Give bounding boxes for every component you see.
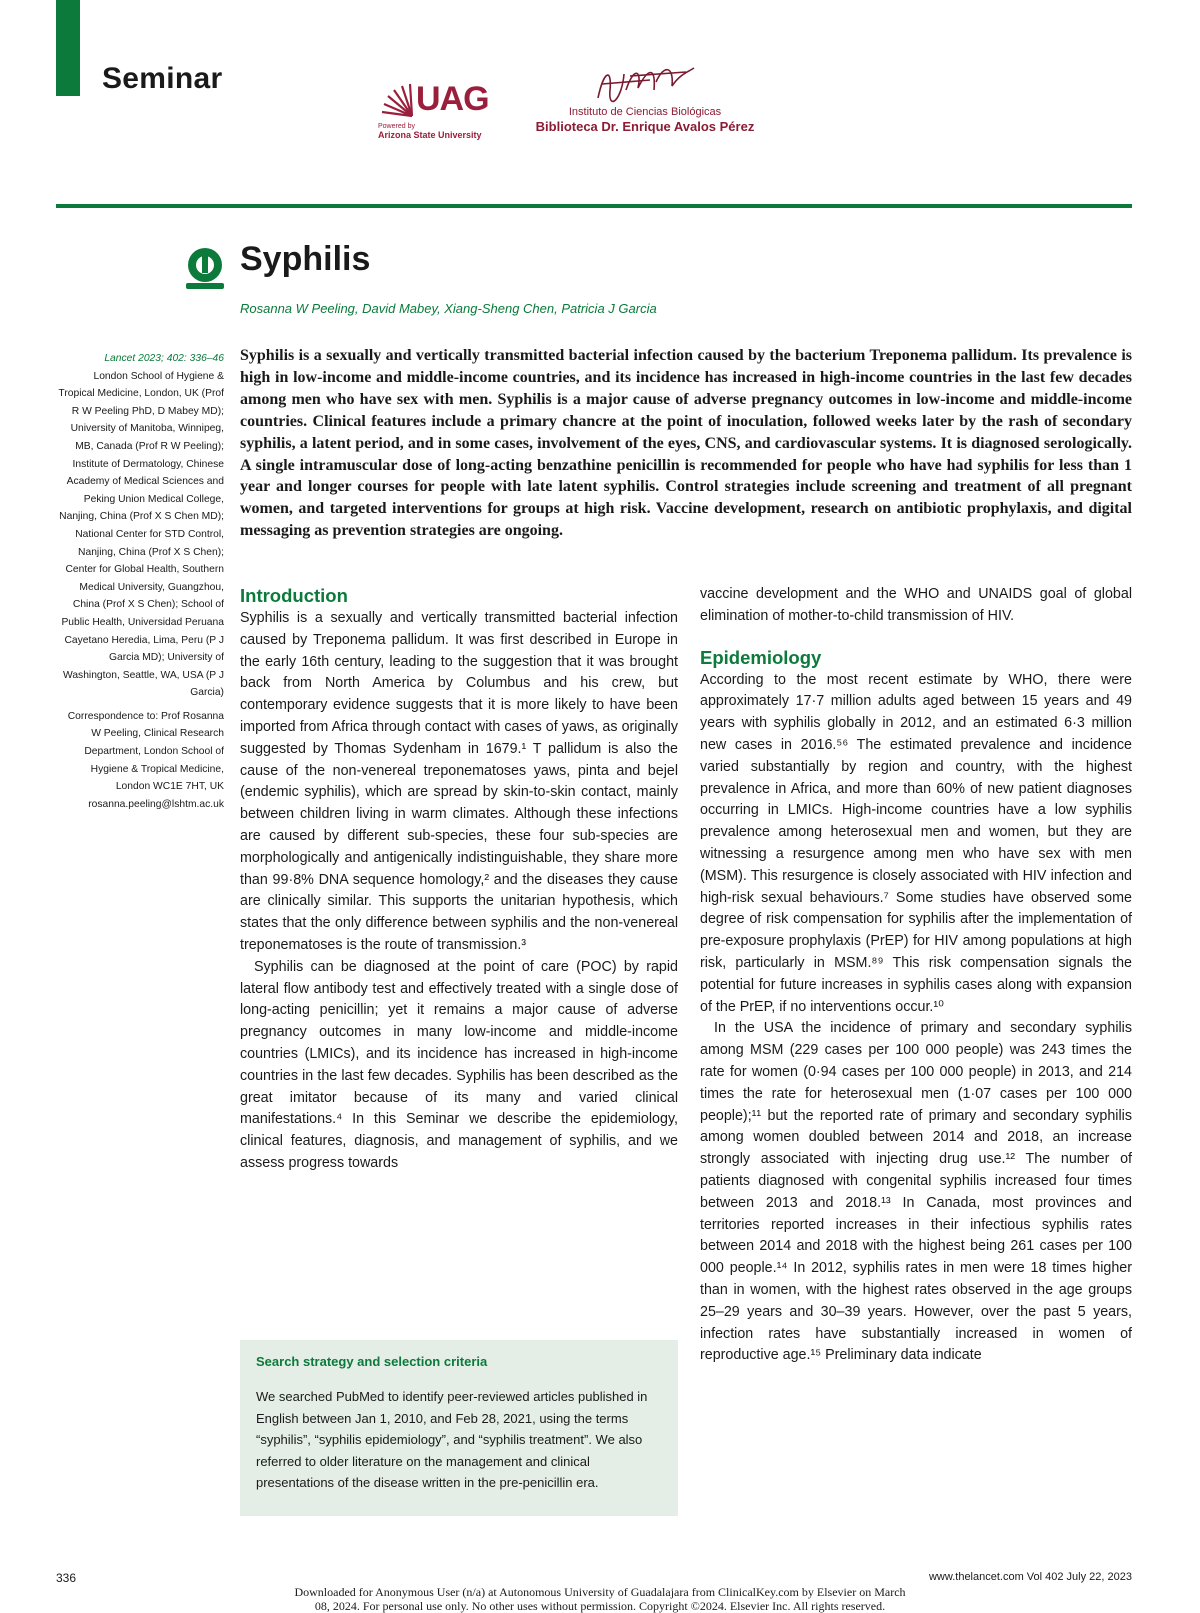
- section-label: Seminar: [102, 62, 223, 95]
- download-notice-line-2: 08, 2024. For personal use only. No other uses without permission. Copyright ©2024. Elsevier Inc. All rights reserved.: [314, 1599, 886, 1613]
- download-notice: [0, 1585, 1200, 1613]
- introduction-heading: Introduction: [240, 585, 348, 606]
- uag-logo-subtitle: Powered by Arizona State University: [378, 123, 482, 140]
- search-strategy-title: Search strategy and selection criteria: [256, 1354, 488, 1369]
- epidemiology-heading: Epidemiology: [700, 646, 822, 668]
- abstract: Syphilis is a sexually and vertically transmitted bacterial infection caused by the bacterium Treponema pallidum. Its prevalence is high in low-income and middle-income countries, and its incidence has increased in high-income countries in the last few decades among men who have sex with men. Syphilis is a major cause of adverse pregnancy outcomes in low-income and middle-income countries. Clinical features include a primary chancre at the point of inoculation, followed weeks later by the rash of secondary syphilis, a latent period, and in some cases, involvement of the eyes, CNS, and cardiovascular systems. It is diagnosed serologically. A single intramuscular dose of long-acting benzathine penicillin is recommended for people who have had syphilis for less than 1 year and longer courses for people with late latent syphilis. Control strategies include screening and treatment of all pregnant women, and targeted interventions for groups at high risk. Vaccine development, research on antibiotic prophylaxis, and digital messaging as prevention strategies are ongoing.: [240, 347, 1132, 540]
- signature-icon: [590, 60, 700, 106]
- uag-logo: [378, 78, 496, 148]
- epidemiology-paragraph-1: According to the most recent estimate by WHO, there were approximately 17·7 million adults aged between 15 years and 49 years with syphilis globally in 2012, and an estimated 6·3 million new cases in 2016.⁵⁶ The estimated prevalence and incidence varied substantially by region and country, with the highest prevalence in Africa, and more than 60% of new patient diagnoses occurring in LMICs. High-income countries have a low syphilis prevalence among heterosexual men and women, but they are witnessing a resurgence among men who have sex with men (MSM). This resurgence is closely associated with HIV infection and high-risk sexual behaviours.⁷ Some studies have observed some degree of risk compensation for syphilis after the implementation of pre-exposure prophylaxis (PrEP) for HIV among populations at high risk, particularly in MSM.⁸⁹ This risk compensation signals the potential for future increases in syphilis cases along with expansion of the PrEP, if no interventions occur.¹⁰: [700, 671, 1132, 1015]
- citation: Lancet 2023; 402: 336–46: [104, 353, 224, 364]
- search-strategy-text: We searched PubMed to identify peer-reviewed articles published in English between Jan 1, 2010, and Feb 28, 2021, using the terms “syphilis”, “syphilis epidemiology”, and “syphilis treatment”. We also referred to older literature on the management and clinical presentations of the disease written in the pre-penicillin era.: [256, 1389, 648, 1491]
- uag-logo-text: UAG: [416, 80, 489, 118]
- library-logo: [520, 60, 770, 150]
- header-rule: [56, 204, 1132, 208]
- library-name: Biblioteca Dr. Enrique Avalos Pérez: [535, 119, 755, 134]
- uag-rays-icon: [378, 82, 416, 120]
- journal-info: www.thelancet.com Vol 402 July 22, 2023: [928, 1571, 1132, 1583]
- institute-name: Instituto de Ciencias Biológicas: [568, 106, 722, 118]
- body-column-left: [240, 584, 678, 1175]
- sidebar-notes: [56, 350, 224, 813]
- download-notice-line-1: Downloaded for Anonymous User (n/a) at Autonomous University of Guadalajara from ClinicalKey.com by Elsevier on March: [294, 1585, 906, 1599]
- author-list: Rosanna W Peeling, David Mabey, Xiang-Sheng Chen, Patricia J Garcia: [240, 301, 657, 316]
- intro-paragraph-2: Syphilis can be diagnosed at the point of care (POC) by rapid lateral flow antibody test and effectively treated with a single dose of long-acting penicillin; yet it remains a major cause of adverse pregnancy outcomes in many low-income and middle-income countries (LMICs), and its incidence has increased in high-income countries in the last few decades. Syphilis has been described as the great imitator because of its many and varied clinical manifestations.⁴ In this Seminar we describe the epidemiology, clinical features, diagnosis, and management of syphilis, and we assess progress towards: [240, 958, 678, 1171]
- section-color-bar: [56, 0, 80, 96]
- article-title: Syphilis: [240, 240, 371, 278]
- page-number: 336: [56, 1571, 77, 1585]
- epidemiology-paragraph-2: In the USA the incidence of primary and secondary syphilis among MSM (229 cases per 100 000 people) was 243 times the rate for women (0·94 cases per 100 000 people) in 2013, and 214 times the rate for heterosexual men (1·07 cases per 100 000 people);¹¹ but the reported rate of primary and secondary syphilis among women doubled between 2014 and 2018, an increase strongly associated with injecting drug use.¹² The number of patients diagnosed with congenital syphilis increased four times between 2013 and 2018.¹³ In Canada, most provinces and territories reported increases in their infectious syphilis rates between 2014 and 2018 with the highest being 261 cases per 100 000 people.¹⁴ In 2012, syphilis rates in men were 18 times higher than in women, with the highest rates observed in the age groups 25–29 years and 30–39 years. However, over the past 5 years, infection rates have substantially increased in women of reproductive age.¹⁵ Preliminary data indicate: [700, 1020, 1132, 1364]
- correspondence: Correspondence to: Prof Rosanna W Peeling, Clinical Research Department, London School of Hygiene & Tropical Medicine, London WC1E 7HT, UK rosanna.peeling@lshtm.ac.uk: [67, 710, 224, 810]
- affiliations: London School of Hygiene & Tropical Medicine, London, UK (Prof R W Peeling PhD, D Mabey MD); University of Manitoba, Winnipeg, MB, Canada (Prof R W Peeling); Institute of Dermatology, Chinese Academy of Medical Sciences and Peking Union Medical College, Nanjing, China (Prof X S Chen MD); National Center for STD Control, Nanjing, China (Prof X S Chen); Center for Global Health, Southern Medical University, Guangzhou, China (Prof X S Chen); School of Public Health, Universidad Peruana Cayetano Heredia, Lima, Peru (P J Garcia MD); University of Washington, Seattle, WA, USA (P J Garcia): [58, 370, 224, 699]
- intro-paragraph-2-continued: vaccine development and the WHO and UNAIDS goal of global elimination of mother-to-child transmission of HIV.: [700, 586, 1132, 624]
- intro-paragraph-1: Syphilis is a sexually and vertically transmitted bacterial infection caused by Treponema pallidum. It was first described in Europe in the early 16th century, leading to the suggestion that it was brought back from North America by Columbus and his crew, but contemporary evidence suggests that it is more likely to have been imported from Africa through contact with cases of yaws, as originally suggested by Thomas Sydenham in 1679.¹ T pallidum is also the cause of the non-venereal treponematoses yaws, pinta and bejel (endemic syphilis), which are spread by skin-to-skin contact, mainly between children living in warm climates. Although these infections are caused by different sub-species, these four sub-species are morphologically and antigenically indistinguishable, they share more than 99·8% DNA sequence homology,² and the diseases they cause are clinically similar. This supports the unitarian hypothesis, which states that the only difference between syphilis and the non-venereal treponematoses is the route of transmission.³: [240, 610, 678, 953]
- body-column-right: [700, 584, 1132, 1367]
- crossmark-icon[interactable]: [182, 245, 228, 291]
- search-strategy-panel: [240, 1340, 678, 1516]
